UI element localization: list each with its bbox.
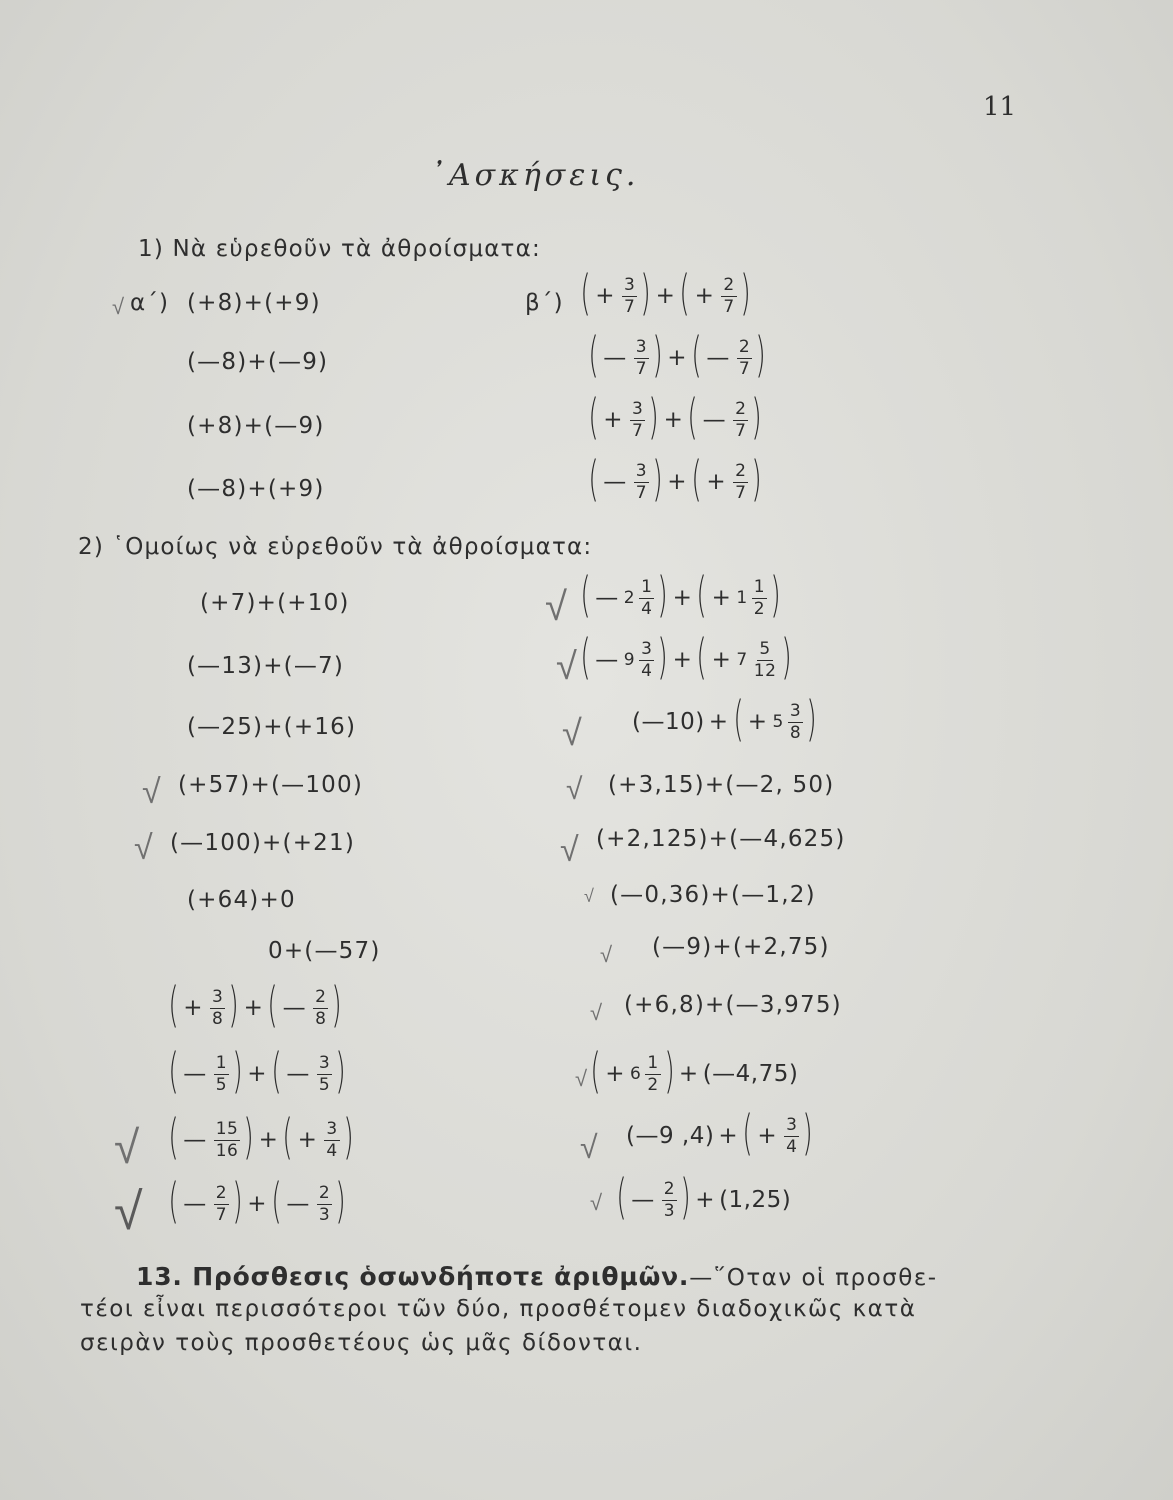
section-13-line: σειρὰν τοὺς προσθετέους ὡς μᾶς δίδονται. xyxy=(80,1330,643,1356)
exercise-2-left-row: (+57)+(—100) xyxy=(178,772,364,798)
exercise-1b-label: β΄) xyxy=(525,290,564,316)
exercise-2-right-row: (+2,125)+(—4,625) xyxy=(596,826,846,852)
section-13-line: 13. Πρόσθεσις ὁσωνδήποτε ἀριθμῶν.—῞Οταν οἱ προσθε- xyxy=(136,1262,938,1291)
check-mark-icon: √ xyxy=(556,644,577,688)
exercise-1a-label: α΄) xyxy=(130,290,170,316)
check-mark-icon: √ xyxy=(584,886,594,907)
exercise-1b-row: ( — $\frac{3}{7}$ ) + ( — $\frac{2}{7}$ ) xyxy=(588,327,767,383)
exercises-heading: ᾿Ασκήσεις. xyxy=(430,158,640,193)
exercise-2-right-row: (—0,36)+(—1,2) xyxy=(610,882,816,908)
check-mark-icon: √ xyxy=(142,772,161,812)
exercise-2-left-row: (+7)+(+10) xyxy=(200,590,350,616)
exercise-2-left-fraction-row: ( — $\frac{15}{16}$ ) + ( + $\frac{3}{4}$ ) xyxy=(168,1109,354,1165)
check-mark-icon: √ xyxy=(114,1120,140,1174)
exercise-1a-row: (+8)+(—9) xyxy=(187,413,325,439)
check-mark-icon: √ xyxy=(134,828,153,868)
exercise-2-right-row: ( — 2 $\frac{1}{4}$ ) + ( + 1 $\frac{1}{2}$ ) xyxy=(580,567,781,623)
exercise-2-right-row: (—9 ,4) + ( + $\frac{3}{4}$ ) xyxy=(626,1105,814,1161)
exercise-2-right-row: ( — 9 $\frac{3}{4}$ ) + ( + 7 $\frac{5}{12}$ ) xyxy=(580,629,793,685)
exercise-2-left-row: 0+(—57) xyxy=(268,938,381,964)
check-mark-icon: √ xyxy=(566,772,583,807)
exercise-1a-row: (—8)+(+9) xyxy=(187,476,325,502)
check-mark-icon: √ xyxy=(560,830,579,870)
exercise-1a-row: (—8)+(—9) xyxy=(187,349,329,375)
exercise-2-left-row: (—25)+(+16) xyxy=(187,714,357,740)
exercise-2-intro: 2) ῾Ομοίως νὰ εὑρεθοῦν τὰ ἀθροίσματα: xyxy=(78,534,593,560)
exercise-2-left-row: (—13)+(—7) xyxy=(187,653,345,679)
check-mark-icon: √ xyxy=(590,1191,603,1216)
check-mark-icon: √ xyxy=(545,584,567,630)
exercise-2-right-row: ( + 6 $\frac{1}{2}$ ) + (—4,75) xyxy=(590,1043,799,1099)
exercise-2-right-row: (—10) + ( + 5 $\frac{3}{8}$ ) xyxy=(632,691,818,747)
exercise-2-left-fraction-row: ( — $\frac{1}{5}$ ) + ( — $\frac{3}{5}$ ) xyxy=(168,1043,347,1099)
check-mark-icon: √ xyxy=(575,1067,588,1092)
exercise-2-left-fraction-row: ( — $\frac{2}{7}$ ) + ( — $\frac{2}{3}$ ) xyxy=(168,1173,347,1229)
check-mark-icon: √ xyxy=(590,1001,603,1026)
section-13-line: τέοι εἶναι περισσότεροι τῶν δύο, προσθέτομεν διαδοχικῶς κατὰ xyxy=(80,1296,917,1322)
section-13-title: 13. Πρόσθεσις ὁσωνδήποτε ἀριθμῶν. xyxy=(136,1262,690,1291)
check-mark-icon: √ xyxy=(112,295,125,320)
exercise-1a-row: (+8)+(+9) xyxy=(187,290,321,316)
exercise-1-intro: 1) Νὰ εὑρεθοῦν τὰ ἀθροίσματα: xyxy=(138,236,541,262)
exercise-2-left-fraction-row: ( + $\frac{3}{8}$ ) + ( — $\frac{2}{8}$ ) xyxy=(168,977,343,1033)
exercise-2-right-row: (—9)+(+2,75) xyxy=(652,934,830,960)
exercise-2-right-row: (+3,15)+(—2, 50) xyxy=(608,772,835,798)
check-mark-icon: √ xyxy=(114,1182,143,1242)
exercise-2-right-row: ( — $\frac{2}{3}$ ) + (1,25) xyxy=(616,1169,792,1225)
check-mark-icon: √ xyxy=(562,713,582,754)
check-mark-icon: √ xyxy=(600,943,613,968)
exercise-2-left-row: (+64)+0 xyxy=(187,887,296,913)
exercise-1b-row: ( + $\frac{3}{7}$ ) + ( — $\frac{2}{7}$ ) xyxy=(588,389,763,445)
exercise-1b-row: ( + $\frac{3}{7}$ ) + ( + $\frac{2}{7}$ ) xyxy=(580,265,751,321)
check-mark-icon: √ xyxy=(580,1128,598,1166)
exercise-2-right-row: (+6,8)+(—3,975) xyxy=(624,992,842,1018)
exercise-2-left-row: (—100)+(+21) xyxy=(170,830,356,856)
exercise-1b-row: ( — $\frac{3}{7}$ ) + ( + $\frac{2}{7}$ ) xyxy=(588,451,763,507)
page-number: 11 xyxy=(983,92,1017,122)
